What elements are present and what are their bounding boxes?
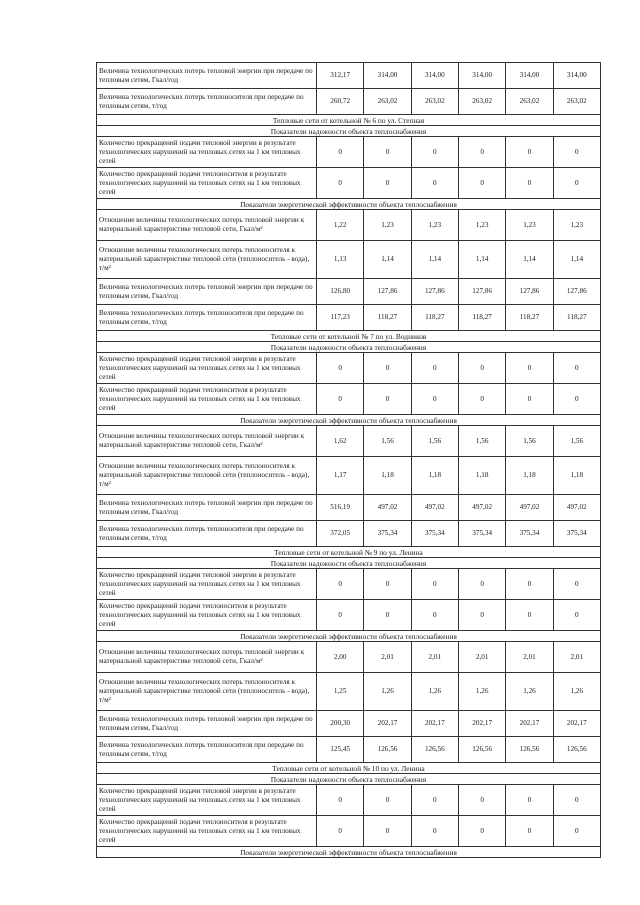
subsection-header-row bbox=[97, 558, 601, 569]
indicator-value: 0 bbox=[458, 168, 505, 199]
subsection-title: Показатели надежности объекта теплоснабжения bbox=[97, 126, 601, 137]
indicator-value: 0 bbox=[317, 816, 364, 847]
indicator-value: 0 bbox=[364, 600, 411, 631]
indicator-value: 497,02 bbox=[364, 495, 411, 521]
table-row bbox=[97, 63, 601, 89]
indicator-value: 1,17 bbox=[317, 457, 364, 495]
indicator-value: 0 bbox=[317, 353, 364, 384]
indicator-value: 0 bbox=[553, 785, 600, 816]
indicator-value: 127,86 bbox=[553, 279, 600, 305]
indicator-value: 0 bbox=[506, 600, 553, 631]
table-row bbox=[97, 521, 601, 547]
section-title: Тепловые сети от котельной № 9 по ул. Ленина bbox=[97, 547, 601, 558]
table-row bbox=[97, 785, 601, 816]
section-header-row bbox=[97, 331, 601, 342]
indicator-label: Количество прекращений подачи теплоносителя в результате технологических нарушений на тепловых сетях на 1 км тепловых сетей bbox=[97, 816, 317, 847]
table-row bbox=[97, 816, 601, 847]
indicator-value: 118,27 bbox=[364, 305, 411, 331]
indicator-value: 497,02 bbox=[411, 495, 458, 521]
indicator-value: 1,26 bbox=[506, 673, 553, 711]
section-header-row bbox=[97, 763, 601, 774]
table-row bbox=[97, 89, 601, 115]
indicator-label: Величина технологических потерь тепловой энергии при передаче по тепловым сетям, Гкал/год bbox=[97, 63, 317, 89]
indicator-value: 202,17 bbox=[411, 711, 458, 737]
indicator-value: 0 bbox=[506, 137, 553, 168]
indicator-value: 260,72 bbox=[317, 89, 364, 115]
indicator-value: 0 bbox=[458, 353, 505, 384]
indicator-value: 126,80 bbox=[317, 279, 364, 305]
section-header-row bbox=[97, 547, 601, 558]
table-row bbox=[97, 642, 601, 673]
indicator-value: 497,02 bbox=[506, 495, 553, 521]
indicator-value: 0 bbox=[553, 168, 600, 199]
indicator-value: 126,56 bbox=[364, 737, 411, 763]
indicator-value: 127,86 bbox=[411, 279, 458, 305]
indicator-label: Количество прекращений подачи теплоносителя в результате технологических нарушений на тепловых сетях на 1 км тепловых сетей bbox=[97, 168, 317, 199]
indicator-value: 263,02 bbox=[364, 89, 411, 115]
indicator-value: 1,14 bbox=[458, 241, 505, 279]
indicator-value: 117,23 bbox=[317, 305, 364, 331]
indicator-value: 0 bbox=[411, 137, 458, 168]
indicator-label: Величина технологических потерь тепловой энергии при передаче по тепловым сетям, Гкал/год bbox=[97, 279, 317, 305]
indicator-value: 375,34 bbox=[364, 521, 411, 547]
indicator-value: 1,14 bbox=[411, 241, 458, 279]
indicator-value: 0 bbox=[317, 384, 364, 415]
indicator-value: 200,30 bbox=[317, 711, 364, 737]
table-row bbox=[97, 279, 601, 305]
indicator-value: 1,18 bbox=[553, 457, 600, 495]
table-row bbox=[97, 426, 601, 457]
table-row bbox=[97, 569, 601, 600]
indicator-value: 0 bbox=[411, 816, 458, 847]
indicator-value: 1,18 bbox=[364, 457, 411, 495]
indicator-value: 263,02 bbox=[458, 89, 505, 115]
section-title: Тепловые сети от котельной № 7 по ул. Водников bbox=[97, 331, 601, 342]
indicator-value: 375,34 bbox=[411, 521, 458, 547]
table-row bbox=[97, 137, 601, 168]
indicator-label: Величина технологических потерь теплоносителя при передаче по тепловым сетям, т/год bbox=[97, 305, 317, 331]
indicator-value: 1,56 bbox=[364, 426, 411, 457]
section-title: Тепловые сети от котельной № 6 по ул. Степная bbox=[97, 115, 601, 126]
indicator-value: 375,34 bbox=[553, 521, 600, 547]
indicator-value: 314,00 bbox=[458, 63, 505, 89]
indicator-value: 314,00 bbox=[553, 63, 600, 89]
indicator-value: 1,13 bbox=[317, 241, 364, 279]
indicator-value: 312,17 bbox=[317, 63, 364, 89]
indicator-value: 126,56 bbox=[458, 737, 505, 763]
subsection-title: Показатели энергетической эффективности объекта теплоснабжения bbox=[97, 631, 601, 642]
indicator-value: 0 bbox=[553, 384, 600, 415]
indicator-value: 118,27 bbox=[506, 305, 553, 331]
indicator-value: 0 bbox=[317, 137, 364, 168]
indicator-value: 0 bbox=[364, 569, 411, 600]
indicator-label: Количество прекращений подачи тепловой энергии в результате технологических нарушений на тепловых сетях на 1 км тепловых сетей bbox=[97, 569, 317, 600]
indicator-value: 0 bbox=[364, 137, 411, 168]
indicator-value: 0 bbox=[364, 384, 411, 415]
indicator-value: 263,02 bbox=[506, 89, 553, 115]
indicator-value: 0 bbox=[364, 816, 411, 847]
indicator-value: 0 bbox=[411, 600, 458, 631]
indicators-table-body bbox=[97, 63, 601, 858]
indicator-value: 1,56 bbox=[411, 426, 458, 457]
table-row bbox=[97, 210, 601, 241]
indicator-value: 1,18 bbox=[506, 457, 553, 495]
indicator-value: 1,23 bbox=[458, 210, 505, 241]
indicator-value: 2,01 bbox=[553, 642, 600, 673]
indicator-value: 497,02 bbox=[458, 495, 505, 521]
indicator-value: 127,86 bbox=[506, 279, 553, 305]
subsection-title: Показатели энергетической эффективности объекта теплоснабжения bbox=[97, 415, 601, 426]
table-row bbox=[97, 737, 601, 763]
indicator-value: 118,27 bbox=[553, 305, 600, 331]
indicator-value: 0 bbox=[458, 384, 505, 415]
indicator-value: 0 bbox=[553, 600, 600, 631]
subsection-header-row bbox=[97, 847, 601, 858]
indicator-value: 126,56 bbox=[411, 737, 458, 763]
table-row bbox=[97, 241, 601, 279]
subsection-header-row bbox=[97, 126, 601, 137]
indicator-value: 125,45 bbox=[317, 737, 364, 763]
indicator-value: 1,56 bbox=[553, 426, 600, 457]
subsection-header-row bbox=[97, 199, 601, 210]
indicator-value: 263,02 bbox=[411, 89, 458, 115]
indicator-label: Величина технологических потерь тепловой энергии при передаче по тепловым сетям, Гкал/год bbox=[97, 495, 317, 521]
indicator-label: Отношение величины технологических потерь теплоносителя к материальной характеристике тепловой сети (теплоноситель - вода), т/м² bbox=[97, 673, 317, 711]
indicator-value: 202,17 bbox=[553, 711, 600, 737]
indicator-value: 1,56 bbox=[458, 426, 505, 457]
indicator-value: 0 bbox=[364, 353, 411, 384]
indicator-value: 375,34 bbox=[458, 521, 505, 547]
indicator-value: 1,14 bbox=[506, 241, 553, 279]
indicator-value: 1,23 bbox=[506, 210, 553, 241]
indicator-value: 0 bbox=[553, 569, 600, 600]
subsection-title: Показатели энергетической эффективности объекта теплоснабжения bbox=[97, 199, 601, 210]
indicator-value: 0 bbox=[506, 168, 553, 199]
indicator-value: 0 bbox=[317, 168, 364, 199]
indicator-value: 314,00 bbox=[411, 63, 458, 89]
table-row bbox=[97, 673, 601, 711]
indicator-label: Величина технологических потерь теплоносителя при передаче по тепловым сетям, т/год bbox=[97, 521, 317, 547]
subsection-header-row bbox=[97, 342, 601, 353]
indicator-value: 0 bbox=[506, 353, 553, 384]
table-row bbox=[97, 353, 601, 384]
indicator-value: 1,25 bbox=[317, 673, 364, 711]
indicator-value: 0 bbox=[317, 600, 364, 631]
indicator-value: 0 bbox=[364, 168, 411, 199]
indicator-value: 0 bbox=[411, 785, 458, 816]
indicator-value: 1,23 bbox=[411, 210, 458, 241]
subsection-header-row bbox=[97, 631, 601, 642]
indicator-value: 1,18 bbox=[458, 457, 505, 495]
indicator-label: Количество прекращений подачи тепловой энергии в результате технологических нарушений на тепловых сетях на 1 км тепловых сетей bbox=[97, 353, 317, 384]
indicator-value: 0 bbox=[458, 816, 505, 847]
subsection-title: Показатели надежности объекта теплоснабжения bbox=[97, 342, 601, 353]
indicator-value: 0 bbox=[458, 600, 505, 631]
indicator-label: Величина технологических потерь теплоносителя при передаче по тепловым сетям, т/год bbox=[97, 737, 317, 763]
indicator-value: 497,02 bbox=[553, 495, 600, 521]
indicator-label: Отношение величины технологических потерь тепловой энергии к материальной характеристике тепловой сети, Гкал/м² bbox=[97, 642, 317, 673]
indicator-value: 1,26 bbox=[411, 673, 458, 711]
indicator-value: 1,14 bbox=[364, 241, 411, 279]
indicator-value: 372,05 bbox=[317, 521, 364, 547]
indicator-value: 118,27 bbox=[411, 305, 458, 331]
indicator-value: 202,17 bbox=[458, 711, 505, 737]
indicator-label: Количество прекращений подачи теплоносителя в результате технологических нарушений на тепловых сетях на 1 км тепловых сетей bbox=[97, 384, 317, 415]
indicator-value: 1,26 bbox=[458, 673, 505, 711]
section-header-row bbox=[97, 115, 601, 126]
indicator-value: 1,22 bbox=[317, 210, 364, 241]
indicators-table bbox=[96, 62, 601, 858]
table-row bbox=[97, 711, 601, 737]
indicator-value: 1,26 bbox=[553, 673, 600, 711]
indicator-value: 1,14 bbox=[553, 241, 600, 279]
indicator-value: 0 bbox=[411, 569, 458, 600]
table-row bbox=[97, 457, 601, 495]
indicator-value: 0 bbox=[411, 353, 458, 384]
indicator-label: Отношение величины технологических потерь тепловой энергии к материальной характеристике тепловой сети, Гкал/м² bbox=[97, 210, 317, 241]
subsection-title: Показатели надежности объекта теплоснабжения bbox=[97, 558, 601, 569]
indicator-label: Отношение величины технологических потерь тепловой энергии к материальной характеристике тепловой сети, Гкал/м² bbox=[97, 426, 317, 457]
subsection-title: Показатели энергетической эффективности объекта теплоснабжения bbox=[97, 847, 601, 858]
indicator-value: 0 bbox=[317, 569, 364, 600]
indicator-value: 0 bbox=[506, 816, 553, 847]
indicator-value: 2,01 bbox=[458, 642, 505, 673]
indicator-label: Количество прекращений подачи тепловой энергии в результате технологических нарушений на тепловых сетях на 1 км тепловых сетей bbox=[97, 137, 317, 168]
table-row bbox=[97, 600, 601, 631]
indicator-label: Количество прекращений подачи тепловой энергии в результате технологических нарушений на тепловых сетях на 1 км тепловых сетей bbox=[97, 785, 317, 816]
indicator-value: 375,34 bbox=[506, 521, 553, 547]
table-row bbox=[97, 168, 601, 199]
indicator-value: 2,01 bbox=[506, 642, 553, 673]
indicator-label: Количество прекращений подачи теплоносителя в результате технологических нарушений на тепловых сетях на 1 км тепловых сетей bbox=[97, 600, 317, 631]
indicator-value: 202,17 bbox=[506, 711, 553, 737]
indicator-value: 0 bbox=[411, 384, 458, 415]
indicator-value: 2,01 bbox=[364, 642, 411, 673]
indicator-value: 0 bbox=[553, 353, 600, 384]
indicator-value: 1,56 bbox=[506, 426, 553, 457]
subsection-header-row bbox=[97, 774, 601, 785]
indicator-value: 2,00 bbox=[317, 642, 364, 673]
indicator-value: 127,86 bbox=[364, 279, 411, 305]
indicator-value: 2,01 bbox=[411, 642, 458, 673]
indicator-label: Величина технологических потерь теплоносителя при передаче по тепловым сетям, т/год bbox=[97, 89, 317, 115]
indicator-value: 263,02 bbox=[553, 89, 600, 115]
indicator-value: 127,86 bbox=[458, 279, 505, 305]
indicator-value: 1,18 bbox=[411, 457, 458, 495]
indicator-value: 0 bbox=[506, 785, 553, 816]
indicator-label: Отношение величины технологических потерь теплоносителя к материальной характеристике тепловой сети (теплоноситель - вода), т/м² bbox=[97, 241, 317, 279]
indicator-value: 0 bbox=[317, 785, 364, 816]
indicator-label: Величина технологических потерь тепловой энергии при передаче по тепловым сетям, Гкал/год bbox=[97, 711, 317, 737]
table-row bbox=[97, 305, 601, 331]
table-row bbox=[97, 384, 601, 415]
indicator-value: 118,27 bbox=[458, 305, 505, 331]
indicator-value: 202,17 bbox=[364, 711, 411, 737]
indicator-value: 0 bbox=[553, 137, 600, 168]
subsection-title: Показатели надежности объекта теплоснабжения bbox=[97, 774, 601, 785]
indicator-value: 314,00 bbox=[364, 63, 411, 89]
indicator-value: 314,00 bbox=[506, 63, 553, 89]
subsection-header-row bbox=[97, 415, 601, 426]
table-row bbox=[97, 495, 601, 521]
indicator-value: 126,56 bbox=[553, 737, 600, 763]
indicator-value: 0 bbox=[458, 137, 505, 168]
indicator-value: 1,62 bbox=[317, 426, 364, 457]
indicator-value: 0 bbox=[458, 569, 505, 600]
indicator-value: 0 bbox=[458, 785, 505, 816]
indicator-value: 1,23 bbox=[553, 210, 600, 241]
indicator-value: 1,23 bbox=[364, 210, 411, 241]
section-title: Тепловые сети от котельной № 10 по ул. Ленина bbox=[97, 763, 601, 774]
indicator-value: 1,26 bbox=[364, 673, 411, 711]
indicator-value: 0 bbox=[364, 785, 411, 816]
indicator-value: 0 bbox=[411, 168, 458, 199]
indicator-value: 0 bbox=[506, 384, 553, 415]
indicator-label: Отношение величины технологических потерь теплоносителя к материальной характеристике тепловой сети (теплоноситель - вода), т/м² bbox=[97, 457, 317, 495]
indicator-value: 0 bbox=[506, 569, 553, 600]
indicator-value: 516,19 bbox=[317, 495, 364, 521]
indicator-value: 0 bbox=[553, 816, 600, 847]
indicator-value: 126,56 bbox=[506, 737, 553, 763]
